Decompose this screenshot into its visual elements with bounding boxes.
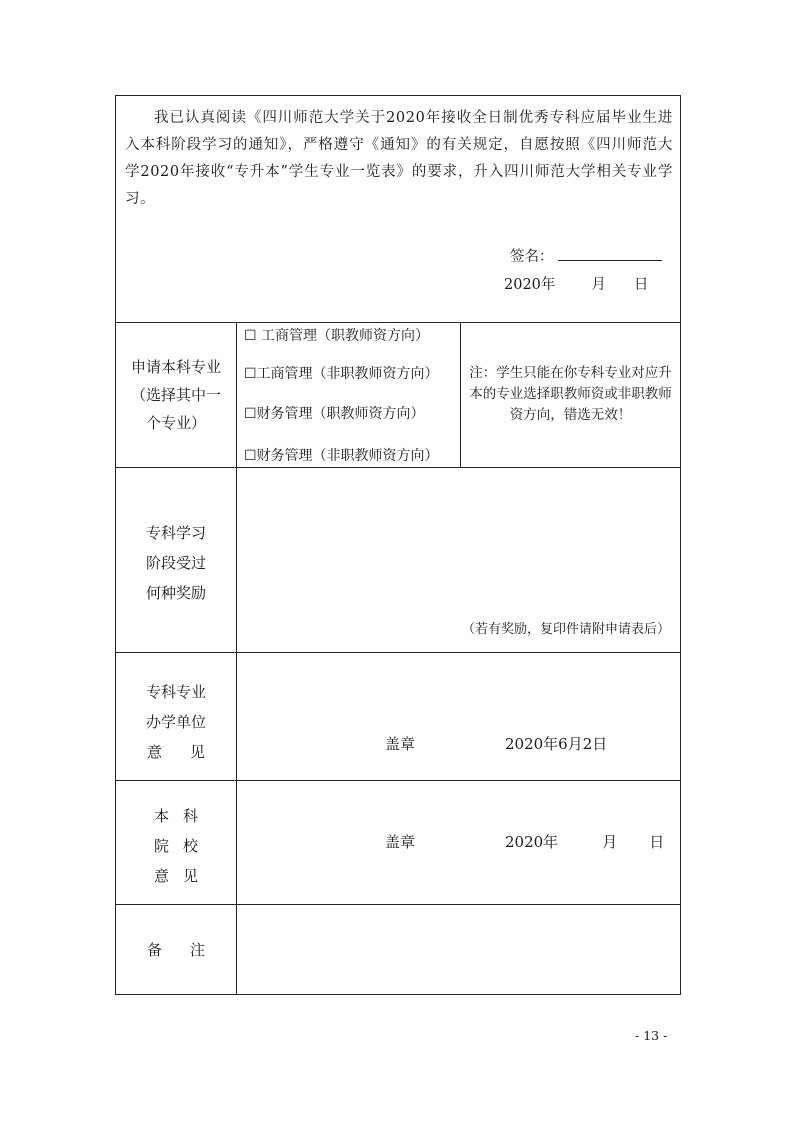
awards-label-cell <box>116 468 237 652</box>
declaration-date-day: 日 <box>633 277 649 293</box>
school-date-year: 2020年 <box>505 833 559 851</box>
major-label-line1: 申请本科专业 <box>130 358 221 376</box>
major-options <box>237 323 461 467</box>
unit-opinion-date: 2020年6月2日 <box>505 735 608 753</box>
awards-label-line2: 阶段受过 <box>145 554 206 572</box>
application-form-table <box>115 95 681 995</box>
school-opinion-row <box>116 780 680 904</box>
major-label-cell <box>116 323 237 467</box>
signature-line <box>510 245 662 266</box>
declaration-date-month: 月 <box>591 277 606 293</box>
remarks-label: 备注 <box>146 941 233 959</box>
school-opinion-content-cell[interactable] <box>237 781 680 904</box>
remarks-label-cell <box>116 905 237 994</box>
awards-content-cell[interactable] <box>237 468 680 652</box>
awards-row <box>116 467 680 652</box>
major-selection-row <box>116 322 680 467</box>
unit-label-line3: 意见 <box>146 743 233 761</box>
awards-label-line3: 何种奖励 <box>145 584 206 602</box>
major-label-line2: （选择其中一 <box>130 386 221 404</box>
awards-note: （若有奖励，复印件请附申请表后） <box>461 622 670 637</box>
school-label-line3: 意见 <box>153 867 212 885</box>
remarks-row <box>116 904 680 994</box>
school-opinion-date <box>505 831 664 852</box>
major-label-line3: 个专业） <box>145 414 206 432</box>
declaration-text: 我已认真阅读《四川师范大学关于2020年接收全日制优秀专科应届毕业生进入本科阶段学习的通知》，严格遵守《通知》的有关规定，自愿按照《四川师范大学2020年接收“专升本”学生专业一览表》的要求，升入四川师范大学相关专业学习。 <box>125 110 673 207</box>
unit-seal-label: 盖章 <box>385 735 416 753</box>
school-opinion-label-cell <box>116 781 237 904</box>
declaration-date <box>504 273 649 294</box>
awards-label-line1: 专科学习 <box>145 524 206 542</box>
major-option-finance-nonvocational[interactable]: ☐财务管理（非职教师资方向） <box>244 448 439 464</box>
school-seal-label: 盖章 <box>385 833 416 851</box>
major-option-finance-vocational[interactable]: ☐财务管理（职教师资方向） <box>244 406 425 422</box>
major-option-business-nonvocational[interactable]: ☐工商管理（非职教师资方向） <box>244 366 439 382</box>
school-date-day: 日 <box>649 833 665 851</box>
school-label-line2: 院校 <box>153 837 212 855</box>
major-note: 注：学生只能在你专科专业对应升本的专业选择职教师资或非职教师资方向，错选无效！ <box>469 365 672 423</box>
major-option-business-vocational[interactable]: ☐ 工商管理（职教师资方向） <box>244 328 430 344</box>
declaration-date-year: 2020年 <box>504 277 556 293</box>
signature-field[interactable] <box>558 246 662 261</box>
declaration-section <box>116 96 680 322</box>
major-content-cell <box>237 323 680 467</box>
page-number: - 13 - <box>635 1028 668 1043</box>
unit-label-line2: 办学单位 <box>145 713 206 731</box>
signature-label: 签名： <box>510 249 554 265</box>
unit-opinion-label-cell <box>116 653 237 780</box>
unit-opinion-row <box>116 652 680 780</box>
school-label-line1: 本科 <box>153 807 212 825</box>
unit-opinion-content-cell[interactable] <box>237 653 680 780</box>
remarks-content-cell[interactable] <box>237 905 680 994</box>
major-note-cell <box>461 323 680 467</box>
unit-label-line1: 专科专业 <box>145 683 206 701</box>
school-date-month: 月 <box>602 833 618 851</box>
